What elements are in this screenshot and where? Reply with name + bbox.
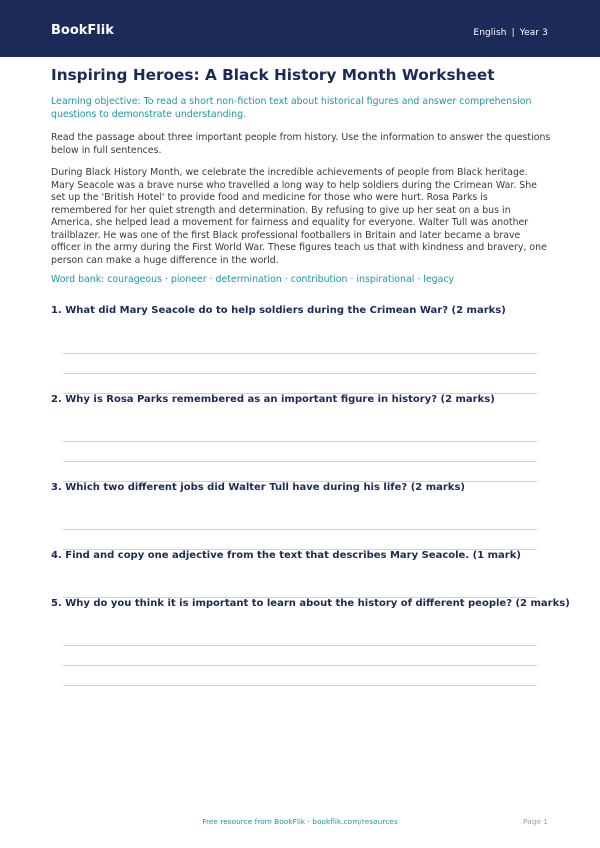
page-number: Page 1 xyxy=(523,817,548,826)
answer-line[interactable] xyxy=(63,461,537,462)
answer-line[interactable] xyxy=(63,665,537,666)
answer-line[interactable] xyxy=(63,373,537,374)
question-1: 1. What did Mary Seacole do to help soldiers during the Crimean War? (2 marks) xyxy=(51,305,506,316)
answer-line[interactable] xyxy=(63,529,537,530)
worksheet-title: Inspiring Heroes: A Black History Month Worksheet xyxy=(51,66,495,84)
question-3: 3. Which two different jobs did Walter Tull have during his life? (2 marks) xyxy=(51,482,465,493)
answer-line[interactable] xyxy=(63,353,537,354)
answer-line[interactable] xyxy=(63,685,537,686)
answer-line[interactable] xyxy=(63,441,537,442)
answer-line[interactable] xyxy=(63,645,537,646)
subject-label: English xyxy=(473,28,507,38)
question-2: 2. Why is Rosa Parks remembered as an important figure in history? (2 marks) xyxy=(51,394,495,405)
instructions-text: Read the passage about three important people from history. Use the information to answer the questions below in full sentences. xyxy=(51,132,551,156)
year-label: Year 3 xyxy=(519,28,548,38)
question-4: 4. Find and copy one adjective from the text that describes Mary Seacole. (1 mark) xyxy=(51,550,521,561)
question-5: 5. Why do you think it is important to learn about the history of different people? (2 marks) xyxy=(51,598,570,609)
header-bar xyxy=(0,0,600,57)
reading-passage: During Black History Month, we celebrate the incredible achievements of people from Black heritage. Mary Seacole was a brave nurse who travelled a long way to help soldiers during the Crimean War. She set up the 'British Hotel' to provide food and medicine for those who were hurt. Rosa Parks is remembered for her quiet strength and determination. By refusing to give up her seat on a bus in America, she helped lead a movement for fairness and equality for everyone. Walter Tull was another trailblazer. He was one of the first Black professional footballers in Britain and later became a brave officer in the army during the First World War. These figures teach us that with kindness and bravery, one person can make a huge difference in the world. xyxy=(51,167,547,266)
header-meta xyxy=(473,28,548,38)
footer-link[interactable]: Free resource from BookFlik · bookflik.com/resources xyxy=(202,817,398,826)
brand-logo[interactable]: BookFlik xyxy=(51,23,114,38)
learning-objective: Learning objective: To read a short non-fiction text about historical figures and answer comprehension questions to demonstrate understanding. xyxy=(51,96,532,120)
meta-separator: | xyxy=(511,28,515,38)
word-bank: Word bank: courageous · pioneer · determination · contribution · inspirational · legacy xyxy=(51,274,455,285)
